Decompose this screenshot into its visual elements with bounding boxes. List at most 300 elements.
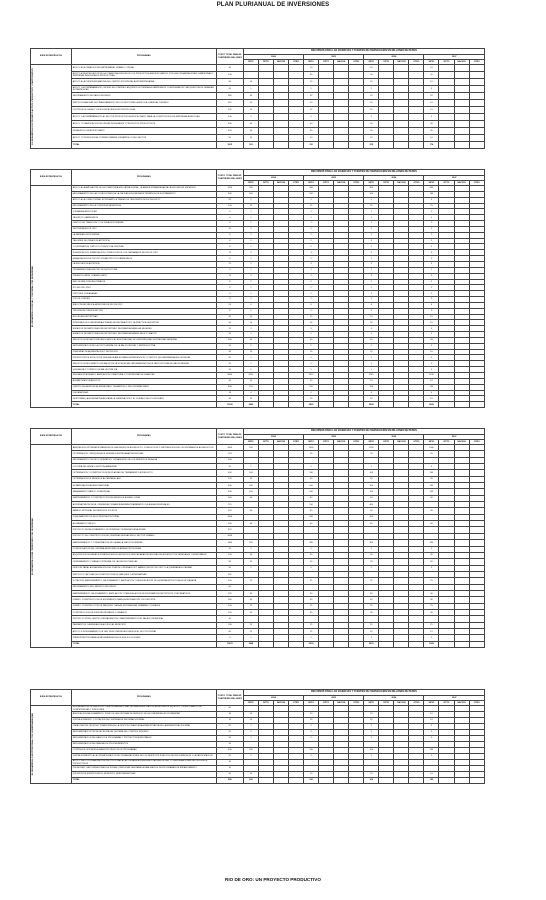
- value-cell: 30: [243, 552, 258, 558]
- value-cell: [379, 93, 394, 100]
- cost-cell: 20: [216, 724, 243, 730]
- value-cell: [289, 402, 304, 408]
- value-cell: [439, 135, 454, 142]
- value-cell: 1: [243, 221, 258, 227]
- value-cell: 2: [304, 308, 319, 314]
- value-cell: [334, 114, 349, 121]
- axis-header: EJES ESTRATEGICOS: [31, 49, 72, 65]
- value-cell: 2015: [364, 373, 379, 379]
- value-cell: 2: [424, 308, 439, 314]
- value-cell: 4: [243, 390, 258, 396]
- source-header: MPIO: [243, 440, 258, 445]
- program-cell: TELEVISION PUBLICA DE ORO: [71, 308, 216, 314]
- value-cell: [469, 402, 484, 408]
- value-cell: 15: [364, 628, 379, 634]
- value-cell: [379, 65, 394, 72]
- source-header: OTRO: [469, 440, 484, 445]
- year-header: 2005: [304, 176, 364, 181]
- cost-header: COSTO TOTAL PARA EL CUATRIENIO MILLONES: [216, 49, 243, 65]
- program-cell: MANTENIMIENTO, MEJORAMIENTO, AMPLIACION Y REMODELACION DE ESCENARIOS DEPORTIVOS Y RECREATIVOS: [71, 590, 216, 596]
- cost-cell: 265: [216, 571, 243, 577]
- value-cell: 2: [364, 291, 379, 297]
- value-cell: [409, 778, 424, 784]
- value-cell: 5: [364, 86, 379, 93]
- value-cell: [469, 142, 484, 149]
- value-cell: 300: [424, 186, 439, 192]
- cost-cell: 10: [216, 742, 243, 748]
- source-header: DPTO: [319, 440, 334, 445]
- program-cell: DIFUSION DE EVENTOS EN EL MUNICIPIO, NUESTRA ENTIDAD: [71, 772, 216, 778]
- value-cell: 4: [364, 390, 379, 396]
- value-cell: 25: [304, 578, 319, 584]
- value-cell: 350: [364, 540, 379, 546]
- value-cell: [469, 121, 484, 128]
- value-cell: 2: [243, 238, 258, 244]
- investment-table: [30, 689, 485, 784]
- investment-table: [30, 428, 485, 648]
- value-cell: 16: [424, 320, 439, 326]
- value-cell: 235: [364, 142, 379, 149]
- value-cell: 150: [364, 489, 379, 495]
- value-cell: 1: [364, 215, 379, 221]
- value-cell: 160: [364, 191, 379, 197]
- value-cell: 5: [364, 332, 379, 338]
- value-cell: 10: [424, 314, 439, 320]
- source-header: MPIO: [424, 60, 439, 65]
- program-cell: ORDENAMIENTO Y MANEJO INTEGRAL DE LAS MICROCUENCAS: [71, 559, 216, 565]
- cost-cell: 20: [216, 367, 243, 373]
- value-cell: [273, 65, 288, 72]
- cost-cell: 10: [216, 760, 243, 766]
- value-cell: [273, 107, 288, 114]
- value-cell: 10: [424, 378, 439, 384]
- program-cell: OPTIMIZACION DE REDES DE ALCANTARILLADO: [71, 476, 216, 482]
- value-cell: [349, 142, 364, 149]
- value-cell: 30: [304, 476, 319, 482]
- value-cell: 2: [243, 244, 258, 250]
- year-header: 2006: [364, 435, 424, 440]
- source-header: MPIO: [424, 181, 439, 186]
- value-cell: 10: [364, 378, 379, 384]
- value-cell: 2: [424, 285, 439, 291]
- value-cell: [454, 778, 469, 784]
- value-cell: 35: [243, 93, 258, 100]
- value-cell: 5: [304, 367, 319, 373]
- cost-cell: 100: [216, 603, 243, 609]
- axis-label-text: EL DESARROLLO ECONOMICO ACTIVO, PRODUCTIVO Y PARTICIPATIVO: [32, 68, 34, 145]
- value-cell: [334, 72, 349, 79]
- value-cell: [349, 778, 364, 784]
- value-cell: 6: [243, 302, 258, 308]
- value-cell: [349, 72, 364, 79]
- value-cell: 25: [304, 622, 319, 628]
- axis-header: EJES ESTRATEGICOS: [31, 429, 72, 445]
- value-cell: 10: [424, 100, 439, 107]
- value-cell: [289, 72, 304, 79]
- value-cell: 2: [364, 279, 379, 285]
- value-cell: 2015: [424, 373, 439, 379]
- cost-cell: 20: [216, 343, 243, 349]
- source-header: DPTO: [439, 181, 454, 186]
- value-cell: [289, 79, 304, 86]
- source-header: MPIO: [364, 181, 379, 186]
- value-cell: 15: [424, 628, 439, 634]
- value-cell: [454, 107, 469, 114]
- value-cell: [454, 641, 469, 647]
- cost-cell: 150: [216, 508, 243, 514]
- value-cell: 10: [243, 314, 258, 320]
- cost-cell: 12: [216, 250, 243, 256]
- value-cell: [394, 135, 409, 142]
- cost-cell: 60: [216, 628, 243, 634]
- value-cell: 2: [424, 297, 439, 303]
- source-header: DPTO: [379, 701, 394, 706]
- value-cell: [273, 135, 288, 142]
- program-cell: PLAN MAESTRO DE ELECTRIFICACION RURAL: [71, 514, 216, 520]
- source-header: DPTO: [258, 440, 273, 445]
- value-cell: [258, 79, 273, 86]
- program-cell: RESTAURACION DE LA ESTRUCTURA ORGANIZACIONAL DE LA ADMINISTRACION MUNICIPAL DE EQUIPOS, Y NUEVO MARCO DE COMPETENCIAS Y FUNCIONES: [71, 706, 216, 712]
- value-cell: 15: [424, 107, 439, 114]
- value-cell: 3: [364, 261, 379, 267]
- value-cell: 25: [424, 622, 439, 628]
- cost-cell: 8: [216, 256, 243, 262]
- axis-label: [31, 65, 72, 149]
- source-header: NACION: [273, 701, 288, 706]
- source-header: MPIO: [364, 701, 379, 706]
- value-cell: 5: [243, 86, 258, 93]
- value-cell: 30: [424, 121, 439, 128]
- value-cell: 40: [304, 495, 319, 501]
- value-cell: 5: [364, 464, 379, 470]
- value-cell: 5: [304, 355, 319, 361]
- program-cell: FINANCIACION DE PROYECTOS ARTISTICOS CAMPESINOS: [71, 256, 216, 262]
- value-cell: 5: [304, 546, 319, 552]
- value-cell: [289, 641, 304, 647]
- value-cell: 1: [424, 267, 439, 273]
- value-cell: 2825: [304, 402, 319, 408]
- resources-header: RECURSOS PARA LAS VIGENCIAS Y FUENTES DE FINANCIACION EN MILLONES DE PESOS: [243, 690, 484, 696]
- source-header: OTRO: [409, 60, 424, 65]
- value-cell: 2: [243, 297, 258, 303]
- value-cell: [319, 93, 334, 100]
- value-cell: 5: [364, 565, 379, 571]
- program-cell: DISCAPACIDAD: [71, 390, 216, 396]
- value-cell: 30: [424, 508, 439, 514]
- value-cell: 2825: [424, 402, 439, 408]
- source-header: MPIO: [304, 440, 319, 445]
- program-cell: MEJORAMIENTO TECNICO OPERATIVO Y FINANCIERO DE LOS SERVICIOS DE AGUA: [71, 457, 216, 463]
- value-cell: 30: [304, 609, 319, 615]
- value-cell: 40: [364, 495, 379, 501]
- program-cell: MEJORAMIENTO DEL SERVICIO DEL RIEGO: [71, 584, 216, 590]
- cost-cell: 20: [216, 361, 243, 367]
- value-cell: 2: [304, 256, 319, 262]
- source-header: NACION: [454, 181, 469, 186]
- value-cell: [334, 641, 349, 647]
- value-cell: 3: [364, 326, 379, 332]
- program-cell: APOYO Y ACOMPAÑAMIENTO AL SECTOR PRODUCTIVO AGROPECUARIO PARA LA CONSTITUCION DE EMPRESAS AGRICOLAS: [71, 114, 216, 121]
- program-cell: PRESUPUESTOS PARA LA IMPLEMENTACION DE SUS SOLUCIONES: [71, 635, 216, 641]
- value-cell: [349, 128, 364, 135]
- investment-block: [30, 48, 485, 149]
- value-cell: 5: [424, 724, 439, 730]
- value-cell: 350: [424, 540, 439, 546]
- value-cell: 30: [304, 121, 319, 128]
- value-cell: [379, 72, 394, 79]
- program-cell: TALENTOS CAMPESINOS: [71, 215, 216, 221]
- value-cell: 2: [304, 291, 319, 297]
- value-cell: 40: [424, 337, 439, 343]
- value-cell: 15: [304, 107, 319, 114]
- cost-cell: 12: [216, 261, 243, 267]
- value-cell: 5: [304, 736, 319, 742]
- source-header: NACION: [334, 440, 349, 445]
- year-header: 2005: [304, 55, 364, 60]
- value-cell: [409, 142, 424, 149]
- value-cell: [409, 86, 424, 93]
- program-cell: MANEJO INTEGRAL DE RESIDUOS SOLIDOS: [71, 508, 216, 514]
- value-cell: 10: [243, 79, 258, 86]
- value-cell: [273, 100, 288, 107]
- value-cell: 2: [243, 635, 258, 641]
- source-header: NACION: [394, 701, 409, 706]
- value-cell: 5: [243, 730, 258, 736]
- value-cell: 2: [243, 279, 258, 285]
- program-cell: PLANIFICACION, FINANCIACION Y DIRECCION DE LOS CARNAVALES DE RIO DE ORO: [71, 250, 216, 256]
- value-cell: 2: [424, 279, 439, 285]
- cost-cell: 100: [216, 457, 243, 463]
- value-cell: 5: [364, 754, 379, 760]
- value-cell: 2: [364, 244, 379, 250]
- value-cell: [469, 79, 484, 86]
- value-cell: [319, 86, 334, 93]
- value-cell: 160: [424, 191, 439, 197]
- cost-cell: 130: [216, 114, 243, 121]
- value-cell: 5: [424, 86, 439, 93]
- cost-cell: 40: [216, 712, 243, 718]
- value-cell: 30: [304, 72, 319, 79]
- value-cell: 30: [304, 552, 319, 558]
- value-cell: 1: [243, 267, 258, 273]
- value-cell: [379, 778, 394, 784]
- value-cell: 2: [243, 256, 258, 262]
- value-cell: 25: [243, 622, 258, 628]
- value-cell: [454, 100, 469, 107]
- value-cell: [379, 107, 394, 114]
- value-cell: 10: [304, 135, 319, 142]
- value-cell: [379, 128, 394, 135]
- investment-table: [30, 169, 485, 408]
- value-cell: [243, 65, 258, 72]
- value-cell: 5: [364, 343, 379, 349]
- value-cell: [394, 121, 409, 128]
- value-cell: 30: [364, 476, 379, 482]
- value-cell: [334, 107, 349, 114]
- value-cell: [258, 121, 273, 128]
- source-header: OTRO: [289, 60, 304, 65]
- program-cell: ORGANIZACIONES EN PRO DE LA CULTURA: [71, 267, 216, 273]
- value-cell: [409, 93, 424, 100]
- value-cell: [394, 107, 409, 114]
- value-cell: 2: [364, 232, 379, 238]
- value-cell: [319, 72, 334, 79]
- value-cell: 20: [424, 559, 439, 565]
- value-cell: 10: [304, 65, 319, 72]
- value-cell: [454, 79, 469, 86]
- program-header: PROGRAMAS: [71, 690, 216, 706]
- value-cell: 5: [243, 197, 258, 203]
- value-cell: 2870: [364, 641, 379, 647]
- program-header: PROGRAMAS: [71, 170, 216, 186]
- value-cell: 1: [243, 215, 258, 221]
- value-cell: 30: [424, 609, 439, 615]
- value-cell: [379, 641, 394, 647]
- value-cell: 100: [424, 748, 439, 754]
- year-header: 2007: [424, 696, 485, 701]
- value-cell: 10: [243, 396, 258, 402]
- value-cell: [258, 100, 273, 107]
- program-cell: VIGILANCIA Y CONTROL EN SALUD PUBLICA: [71, 367, 216, 373]
- axis-header: EJES ESTRATEGICOS: [31, 170, 72, 186]
- value-cell: [409, 65, 424, 72]
- value-cell: 25: [364, 203, 379, 209]
- cost-cell: 40: [216, 349, 243, 355]
- program-cell: TODOS CORREN: [71, 297, 216, 303]
- value-cell: [258, 93, 273, 100]
- program-cell: COORDINACION Y APOYO LOGISTICO AL FESTIVAL: [71, 244, 216, 250]
- value-cell: 10: [364, 349, 379, 355]
- value-cell: 5: [424, 226, 439, 232]
- source-header: OTRO: [349, 701, 364, 706]
- value-cell: 160: [304, 778, 319, 784]
- total-row: [31, 402, 485, 408]
- axis-label: [31, 445, 72, 648]
- value-cell: 30: [304, 128, 319, 135]
- value-cell: 100: [424, 470, 439, 476]
- value-cell: 3: [243, 326, 258, 332]
- cost-cell: 8: [216, 291, 243, 297]
- value-cell: 25: [243, 578, 258, 584]
- value-cell: 5: [424, 736, 439, 742]
- value-cell: 1: [304, 221, 319, 227]
- cost-cell: 4: [216, 209, 243, 215]
- value-cell: 40: [243, 521, 258, 527]
- value-cell: [379, 402, 394, 408]
- value-cell: 5: [243, 343, 258, 349]
- value-cell: [439, 402, 454, 408]
- value-cell: [334, 93, 349, 100]
- value-cell: 40: [424, 495, 439, 501]
- source-header: DPTO: [319, 181, 334, 186]
- value-cell: 25: [243, 603, 258, 609]
- value-cell: 50: [304, 451, 319, 457]
- source-header: OTRO: [349, 181, 364, 186]
- value-cell: 40: [424, 597, 439, 603]
- cost-cell: 8: [216, 232, 243, 238]
- value-cell: 10: [364, 65, 379, 72]
- value-cell: 30: [243, 590, 258, 596]
- source-header: MPIO: [304, 60, 319, 65]
- cost-cell: 120: [216, 476, 243, 482]
- value-cell: 160: [243, 191, 258, 197]
- value-cell: [334, 402, 349, 408]
- value-cell: [334, 121, 349, 128]
- table-row: [31, 107, 485, 114]
- value-cell: 5: [424, 361, 439, 367]
- source-header: OTRO: [289, 440, 304, 445]
- program-cell: GESTION PARA LA ELABORACION DEL PLAN DE ORDENACION Y MANEJO DE RIO DE ORO Y LA QUEBRADA EL PALMAR: [71, 565, 216, 571]
- cost-cell: 120: [216, 590, 243, 596]
- source-header: OTRO: [469, 181, 484, 186]
- value-cell: [469, 72, 484, 79]
- program-cell: CENTRO DE TRADICION Y CULTURA RIODORENSE: [71, 221, 216, 227]
- cost-cell: 160: [216, 495, 243, 501]
- program-cell: FORTALECIMIENTO A LA OPERATIVIZACION DE ORGANIZACIONES DE LOS SERVICIOS PUBLICOS DE SUS DERECHOS Y LA PARTICIPACION: [71, 754, 216, 760]
- value-cell: [469, 86, 484, 93]
- value-cell: [349, 107, 364, 114]
- value-cell: 10: [424, 65, 439, 72]
- value-cell: 2: [364, 308, 379, 314]
- value-cell: [409, 72, 424, 79]
- program-cell: ADQUISICION DE AREAS ESTRATEGICAS EN LAS MICROCUENCAS ABASTECEDORAS DE ACUEDUCTOS VEREDALES Y MUNICIPALES: [71, 552, 216, 558]
- table-row: [31, 114, 485, 121]
- value-cell: [394, 641, 409, 647]
- value-cell: [439, 93, 454, 100]
- value-cell: [258, 86, 273, 93]
- value-cell: 2: [364, 238, 379, 244]
- value-cell: 1808: [243, 641, 258, 647]
- program-cell: TOTAL: [71, 641, 216, 647]
- value-cell: [319, 128, 334, 135]
- value-cell: [409, 121, 424, 128]
- source-header: DPTO: [439, 440, 454, 445]
- source-header: NACION: [273, 181, 288, 186]
- value-cell: 30: [243, 609, 258, 615]
- value-cell: 5: [243, 464, 258, 470]
- cost-cell: 40: [216, 314, 243, 320]
- value-cell: 5: [424, 332, 439, 338]
- program-cell: CONSOLIDACION DEL SISTEMA MUNICIPAL DE AREAS PROTEGIDAS: [71, 546, 216, 552]
- value-cell: 100: [424, 483, 439, 489]
- cost-cell: 140: [216, 72, 243, 79]
- value-cell: 1: [424, 209, 439, 215]
- year-header: 2004: [243, 435, 303, 440]
- cost-cell: 60: [216, 706, 243, 712]
- program-cell: LA NAVIDAD RIODORENSE: [71, 232, 216, 238]
- value-cell: 1: [364, 209, 379, 215]
- cost-cell: 131: [216, 107, 243, 114]
- value-cell: [349, 86, 364, 93]
- value-cell: 1: [304, 209, 319, 215]
- value-cell: 5: [364, 724, 379, 730]
- source-header: MPIO: [304, 181, 319, 186]
- value-cell: 1: [424, 221, 439, 227]
- program-cell: APOYO E INTEGRAMIENTO DE LAS TELECOMUNICACIONES EN EL SECTOR RURAL: [71, 628, 216, 634]
- cost-cell: 163: [216, 451, 243, 457]
- value-cell: [349, 65, 364, 72]
- value-cell: [258, 65, 273, 72]
- value-cell: 5: [243, 565, 258, 571]
- source-header: MPIO: [424, 440, 439, 445]
- cost-cell: 160: [216, 597, 243, 603]
- value-cell: [379, 86, 394, 93]
- value-cell: [439, 641, 454, 647]
- program-cell: ADECUACION MEJORAMIENTO TOTAL DE LAS OFICINAS DE SERVICIO DE LA COMUNIDAD A DOCUMENTAR: [71, 712, 216, 718]
- cost-cell: 440: [216, 121, 243, 128]
- value-cell: 50: [364, 72, 379, 79]
- axis-label-text: EL DESARROLLO SOCIAL Y CULTURAL CON SEGURIDAD: [32, 266, 34, 328]
